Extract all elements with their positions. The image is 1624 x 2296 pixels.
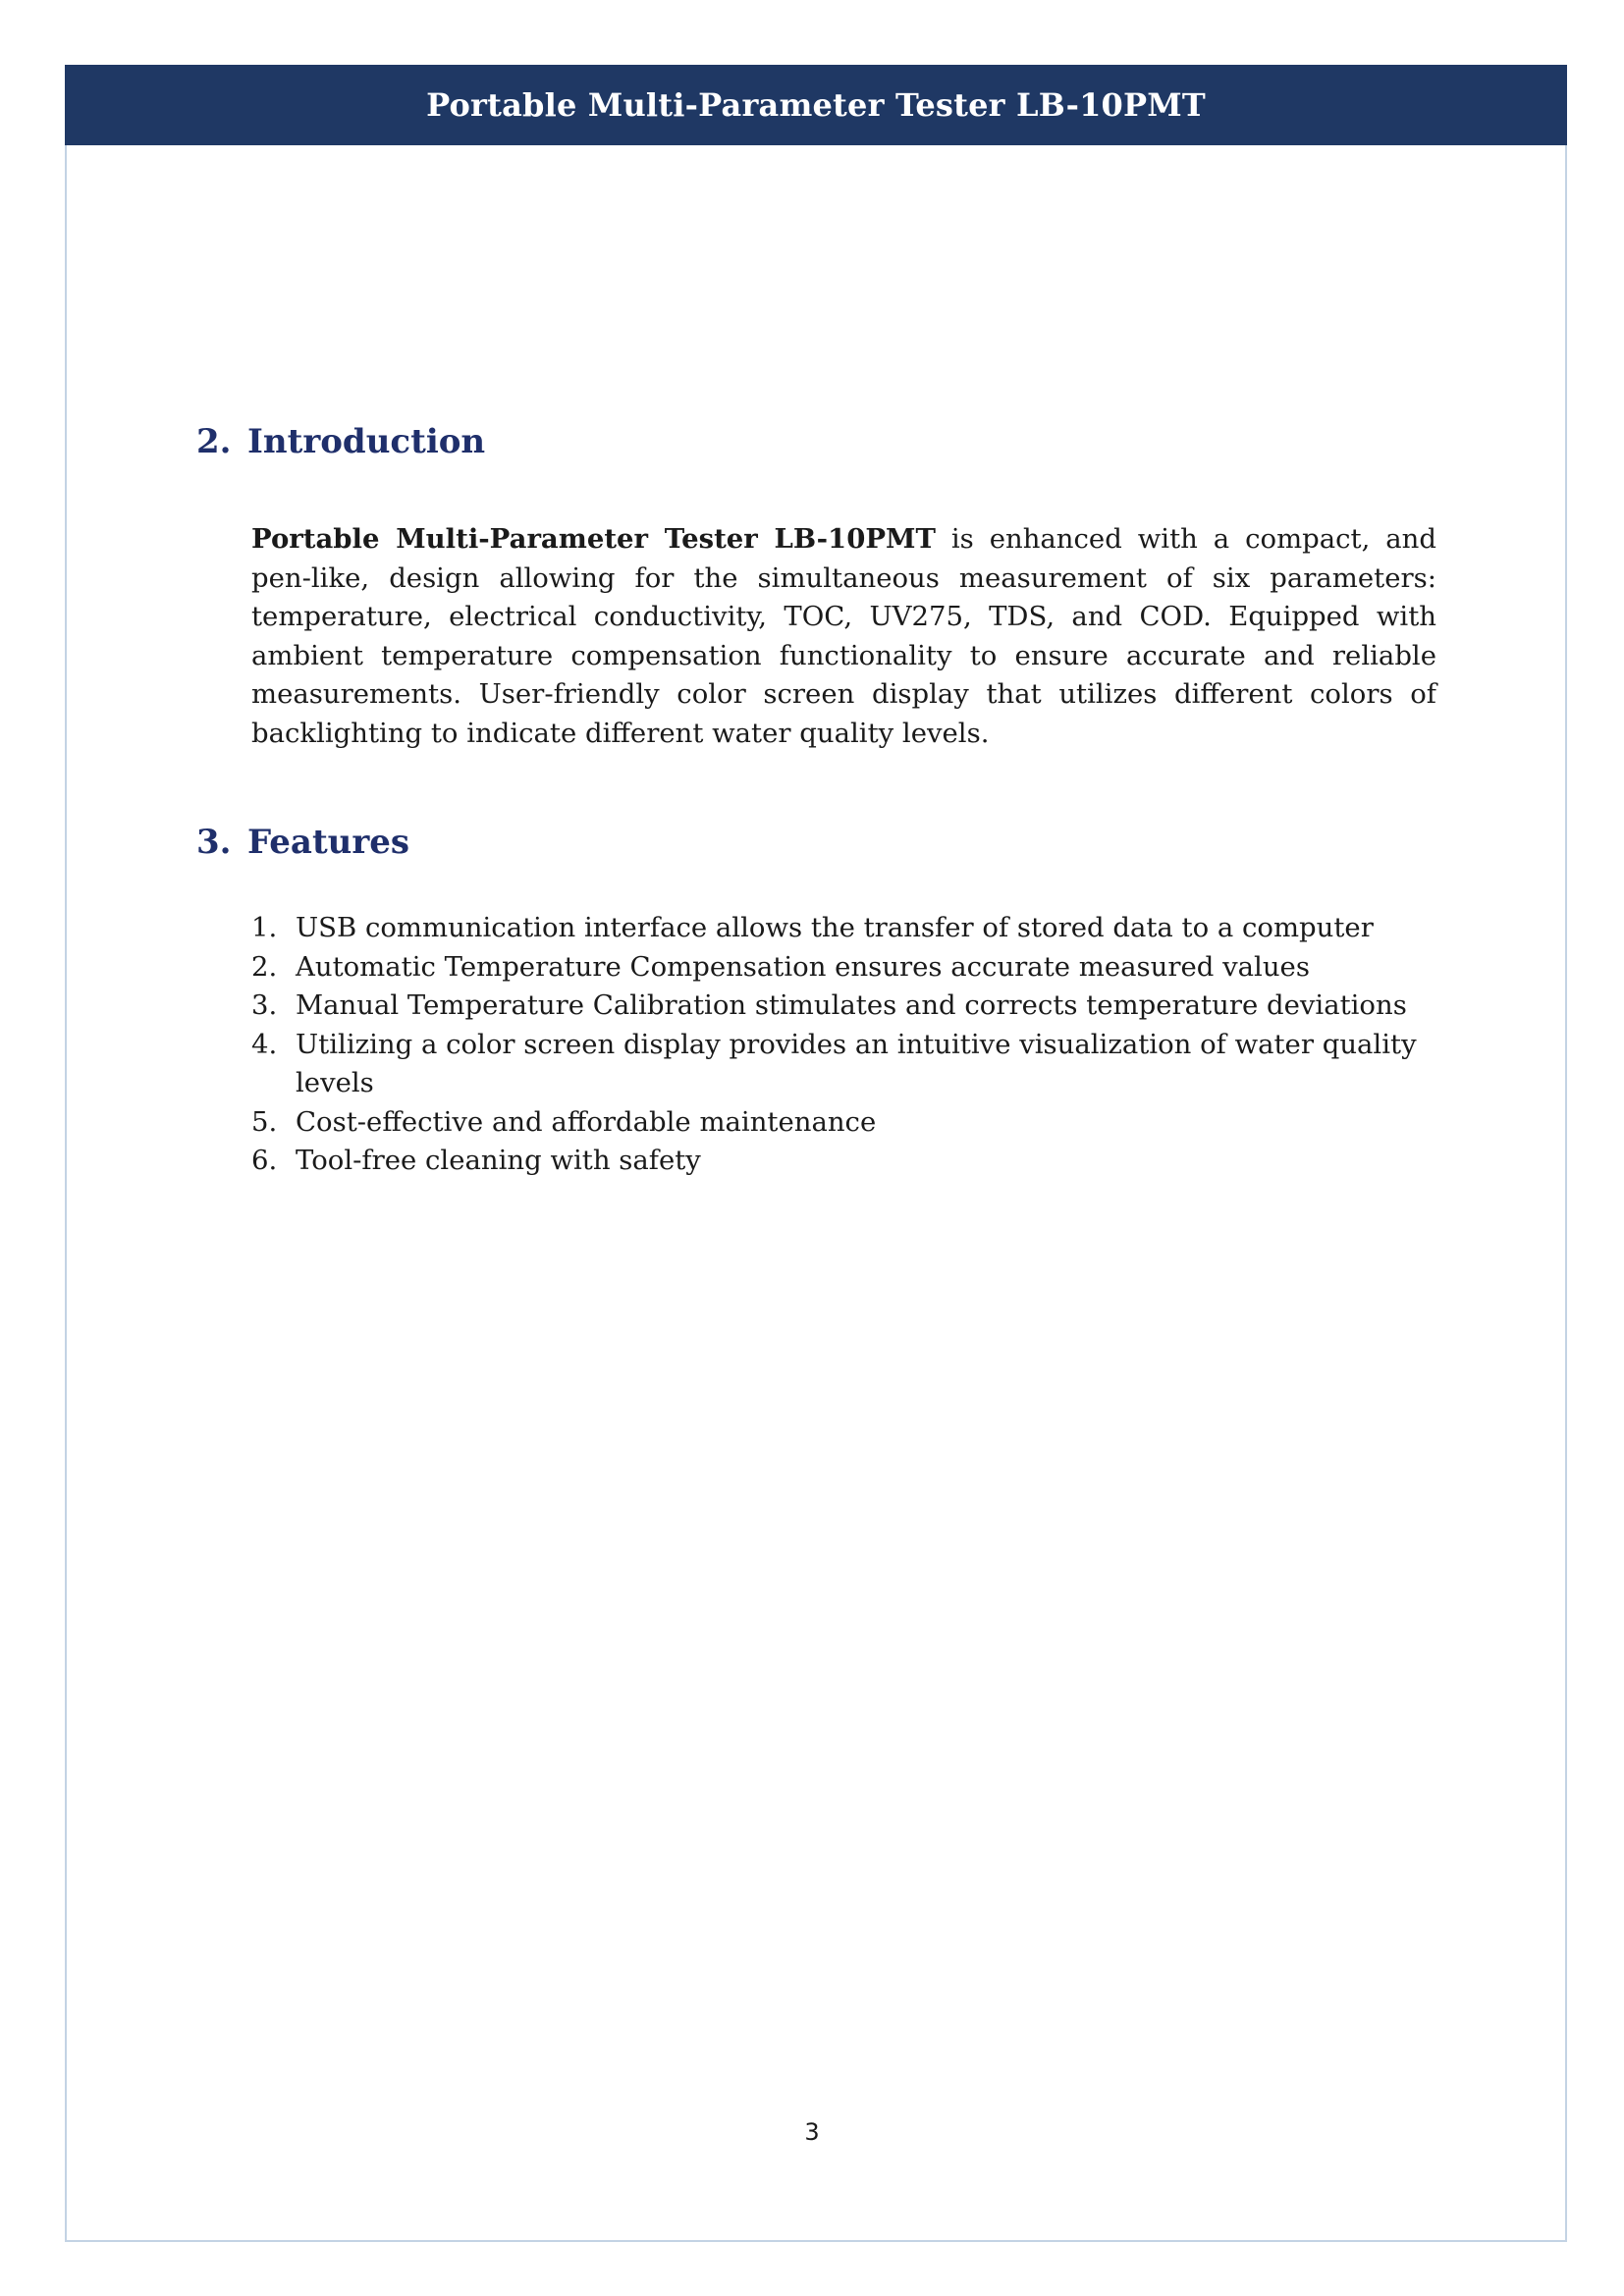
introduction-heading-text: Introduction	[247, 422, 486, 461]
list-item	[251, 1103, 1436, 1143]
list-item-number: 4.	[251, 1028, 278, 1060]
list-item	[251, 948, 1436, 988]
features-heading-text: Features	[247, 823, 410, 862]
list-item-text: Automatic Temperature Compensation ensures accurate measured values	[296, 950, 1310, 983]
list-item-text: Manual Temperature Calibration stimulates and corrects temperature deviations	[296, 989, 1407, 1021]
features-heading	[196, 823, 1437, 862]
features-section	[196, 823, 1437, 1181]
introduction-bold-lead: Portable Multi-Parameter Tester LB-10PMT	[251, 523, 936, 555]
list-item-number: 3.	[251, 989, 278, 1021]
list-item-text: USB communication interface allows the transfer of stored data to a computer	[296, 912, 1374, 943]
document-title: Portable Multi-Parameter Tester LB-10PMT	[426, 86, 1206, 124]
list-item	[251, 909, 1436, 948]
feature-list	[251, 909, 1436, 1181]
list-item	[251, 1026, 1436, 1103]
introduction-heading	[196, 422, 1437, 461]
list-item-number: 2.	[251, 950, 278, 983]
list-item	[251, 987, 1436, 1026]
list-item-text: Cost-effective and affordable maintenance	[296, 1105, 877, 1138]
list-item-text: Tool-free cleaning with safety	[296, 1145, 701, 1176]
list-item-number: 6.	[251, 1145, 278, 1176]
introduction-heading-number: 2.	[196, 422, 232, 461]
features-heading-number: 3.	[196, 823, 232, 862]
list-item-number: 1.	[251, 912, 278, 943]
introduction-paragraph	[251, 520, 1436, 753]
list-item	[251, 1142, 1436, 1181]
page-number: 3	[804, 2118, 820, 2146]
list-item-number: 5.	[251, 1105, 278, 1138]
header-bar	[65, 65, 1567, 145]
list-item-text: Utilizing a color screen display provides an intuitive visualization of water quality levels	[296, 1028, 1417, 1098]
introduction-section	[196, 422, 1437, 753]
introduction-body-text: is enhanced with a compact, and pen-like, design allowing for the simultaneous measurement of six parameters: temperature, electrical conductivity, TOC, UV275, TDS, and COD. Equipped with ambient temperature compensation functionality to ensure accurate and reliable measurements. User-friendly color screen display that utilizes different colors of backlighting to indicate different water quality levels.	[251, 523, 1436, 749]
